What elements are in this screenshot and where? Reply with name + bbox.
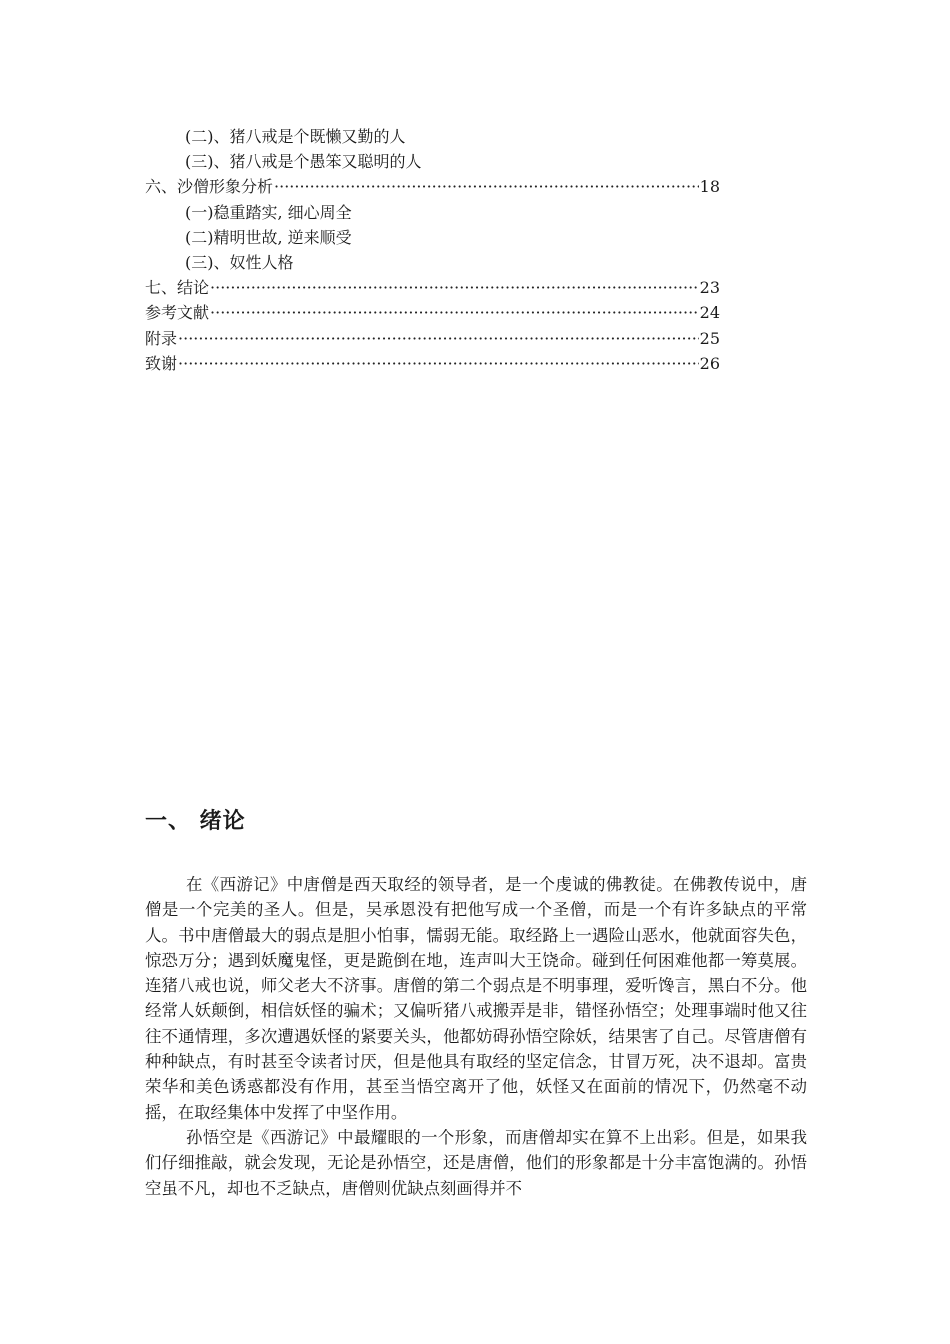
body-paragraph: 在《西游记》中唐僧是西天取经的领导者，是一个虔诚的佛教徒。在佛教传说中，唐僧是一个完美的圣人。但是，吴承恩没有把他写成一个圣僧，而是一个有许多缺点的平常人。书中唐僧最大的弱点是胆小怕事，懦弱无能。取经路上一遇险山恶水，他就面容失色，惊恐万分；遇到妖魔鬼怪，更是跪倒在地，连声叫大王饶命。碰到任何困难他都一筹莫展。连猪八戒也说，师父老大不济事。唐僧的第二个弱点是不明事理，爱听馋言，黑白不分。他经常人妖颠倒，相信妖怪的骗术；又偏听猪八戒搬弄是非，错怪孙悟空；处理事端时他又往往不通情理，多次遭遇妖怪的紧要关头，他都妨碍孙悟空除妖，结果害了自己。尽管唐僧有种种缺点，有时甚至令读者讨厌，但是他具有取经的坚定信念，甘冒万死，决不退却。富贵荣华和美色诱惑都没有作用，甚至当悟空离开了他，妖怪又在面前的情况下，仍然毫不动摇，在取经集体中发挥了中坚作用。	[145, 875, 807, 1122]
toc-entry[interactable]	[145, 250, 720, 275]
toc-page-number: 26	[699, 353, 720, 373]
toc-entry[interactable]	[145, 174, 720, 199]
body-paragraph: 孙悟空是《西游记》中最耀眼的一个形象，而唐僧却实在算不上出彩。但是，如果我们仔细推敲，就会发现，无论是孙悟空，还是唐僧，他们的形象都是十分丰富饱满的。孙悟空虽不凡，却也不乏缺点，唐僧则优缺点刻画得并不	[145, 1127, 807, 1198]
toc-leader-dots	[210, 300, 699, 325]
toc-entry-label: (三)、奴性人格	[185, 252, 294, 272]
toc-entry-label: 七、结论	[145, 278, 210, 298]
toc-entry-label: 致谢	[145, 353, 178, 373]
chapter-heading: 一、 绪论	[145, 809, 246, 834]
toc-leader-dots	[178, 351, 699, 376]
toc-entry[interactable]	[145, 149, 720, 174]
toc-entry-label: (二)精明世故, 逆来顺受	[185, 227, 352, 247]
toc-entry-label: (一)稳重踏实, 细心周全	[185, 202, 352, 222]
toc-entry[interactable]	[145, 124, 720, 149]
toc-leader-dots	[178, 326, 699, 351]
toc-entry[interactable]	[145, 351, 720, 376]
toc-entry-label: (二)、猪八戒是个既懒又勤的人	[185, 127, 406, 146]
toc-page-number: 18	[699, 177, 720, 197]
chapter-body	[145, 872, 807, 1201]
toc-page-number: 25	[699, 328, 720, 348]
toc-entry[interactable]	[145, 225, 720, 250]
toc-leader-dots	[210, 275, 699, 300]
toc-page-number: 23	[699, 278, 720, 298]
toc-entry[interactable]	[145, 200, 720, 225]
toc-leader-dots	[274, 174, 699, 199]
toc-entry-label: (三)、猪八戒是个愚笨又聪明的人	[185, 152, 422, 172]
toc-entry[interactable]	[145, 326, 720, 351]
toc-entry-label: 附录	[145, 328, 178, 348]
toc-entry-label: 参考文献	[145, 303, 210, 323]
toc-page-number: 24	[699, 303, 720, 323]
toc-entry-label: 六、沙僧形象分析	[145, 177, 274, 197]
toc-entry[interactable]	[145, 300, 720, 325]
table-of-contents	[145, 124, 720, 376]
toc-entry[interactable]	[145, 275, 720, 300]
